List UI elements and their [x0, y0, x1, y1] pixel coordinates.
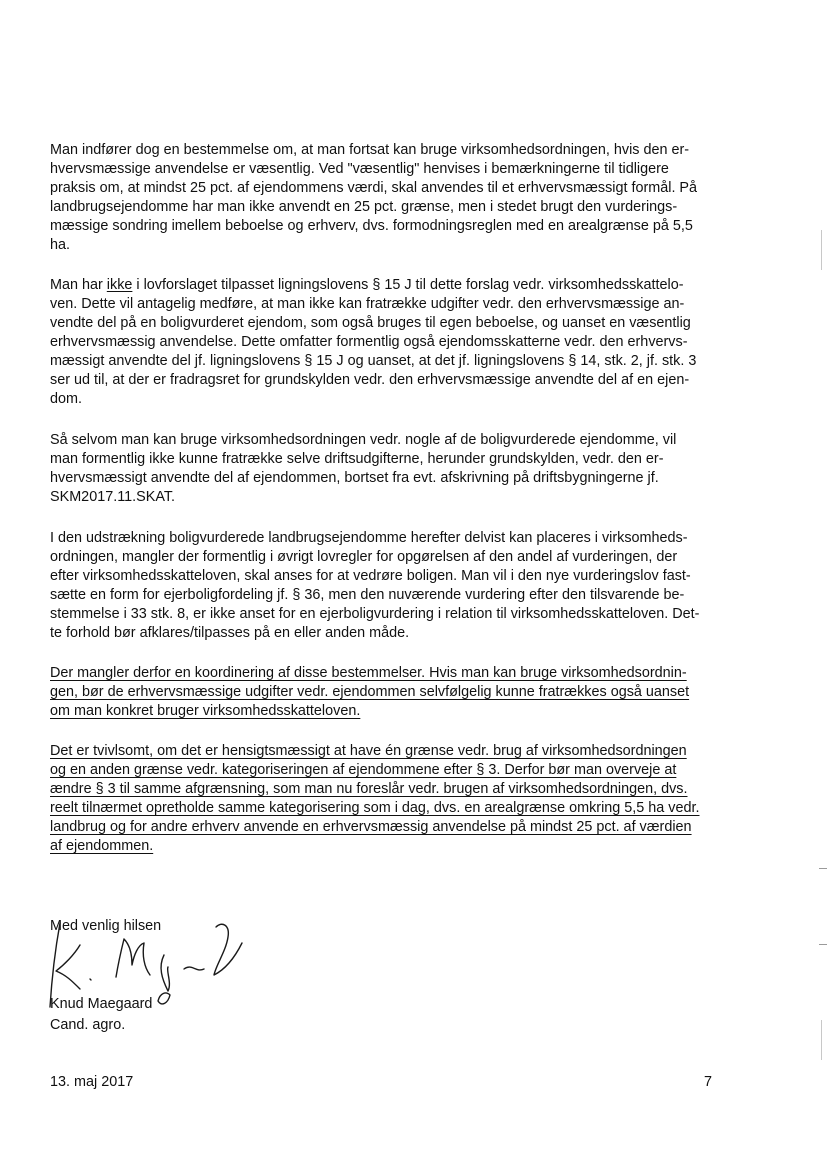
emphasis-ikke: ikke [106, 277, 133, 293]
text-line: sætte en form for ejerboligfordeling jf. § 36, men den nuværende vurdering efter den tilsvarende be- [50, 587, 685, 603]
text-line: reelt tilnærmet opretholde samme kategorisering som i dag, dvs. en arealgrænse omkring 5,5 ha vedr. [50, 800, 700, 816]
text-line: mæssige sondring imellem beboelse og erhverv, dvs. formodningsreglen med en arealgrænse på 5,5 [50, 218, 693, 234]
text-line: man formentlig ikke kunne fratrække selve driftsudgifterne, herunder grundskylden, vedr. den er- [50, 451, 664, 467]
text-line: Det er tvivlsomt, om det er hensigtsmæssigt at have én grænse vedr. brug af virksomhedsordningen [50, 743, 687, 759]
text-line: Så selvom man kan bruge virksomhedsordningen vedr. nogle af de boligvurderede ejendomme, vil [50, 432, 677, 448]
text-fragment: Man har [50, 277, 107, 293]
text-line: ordningen, mangler der formentlig i øvrigt lovregler for opgørelsen af den andel af vurderingen, der [50, 549, 678, 565]
paragraph-ejerboligfordeling [50, 529, 740, 643]
text-line: hvervsmæssige anvendelse er væsentlig. Ved "væsentlig" henvises i bemærkningerne til tidligere [50, 161, 669, 177]
text-line: efter virksomhedsskatteloven, skal anses for at vedrøre boligen. Man vil i den nye vurderingslov fast- [50, 568, 691, 584]
text-fragment: i lovforslaget tilpasset ligningslovens § 15 J til dette forslag vedr. virksomhedsskattelo- [132, 277, 684, 293]
page-number: 7 [704, 1074, 713, 1090]
text-line: te forhold bør afklares/tilpasses på en eller anden måde. [50, 625, 410, 641]
text-line: SKM2017.11.SKAT. [50, 489, 176, 505]
text-line: Man indfører dog en bestemmelse om, at man fortsat kan bruge virksomhedsordningen, hvis den er- [50, 142, 690, 158]
text-line: dom. [50, 391, 82, 407]
text-line: landbrugsejendomme har man ikke anvendt en 25 pct. grænse, men i stedet brugt den vurderings- [50, 199, 678, 215]
text-line [50, 276, 740, 295]
scan-edge-mark [821, 1020, 822, 1060]
text-line: I den udstrækning boligvurderede landbrugsejendomme herefter delvist kan placeres i virksomheds- [50, 530, 688, 546]
text-line: ha. [50, 237, 71, 253]
text-line: landbrug og for andre erhverv anvende en erhvervsmæssig anvendelse på mindst 25 pct. af værdien [50, 819, 692, 835]
text-line: praksis om, at mindst 25 pct. af ejendommens værdi, skal anvendes til et erhvervsmæssigt formål. På [50, 180, 698, 196]
text-line: af ejendommen. [50, 838, 154, 854]
paragraph-graense-forslag [50, 742, 740, 856]
text-line: Der mangler derfor en koordinering af disse bestemmelser. Hvis man kan bruge virksomhedsordnin- [50, 665, 687, 681]
scan-edge-mark [819, 868, 827, 869]
text-line: om man konkret bruger virksomhedsskatteloven. [50, 703, 361, 719]
footer-date: 13. maj 2017 [50, 1074, 134, 1090]
text-line: ven. Dette vil antagelig medføre, at man ikke kan fratrække udgifter vedr. den erhvervsmæssige an- [50, 296, 685, 312]
text-line: gen, bør de erhvervsmæssige udgifter vedr. ejendommen selvfølgelig kunne fratrækkes også uanset [50, 684, 690, 700]
text-line: vendte del på en boligvurderet ejendom, som også bruges til egen beboelse, og uanset en væsentlig [50, 315, 691, 331]
text-line: og en anden grænse vedr. kategoriseringen af ejendommene efter § 3. Derfor bør man overveje at [50, 762, 677, 778]
text-line: ændre § 3 til samme afgrænsning, som man nu foreslår vedr. brugen af virksomhedsordningen, dvs. [50, 781, 688, 797]
text-line: erhvervsmæssig anvendelse. Dette omfatter formentlig også ejendomsskatterne vedr. den erhvervs- [50, 334, 688, 350]
text-line: stemmelse i 33 stk. 8, er ikke anset for en ejerboligvurdering i relation til virksomhedsskatteloven. Det- [50, 606, 700, 622]
scan-edge-mark [821, 230, 822, 270]
paragraph-business-use-rule [50, 141, 740, 255]
text-line: ser ud til, at der er fradragsret for grundskylden vedr. den erhvervsmæssige anvendte del af en ejen- [50, 372, 690, 388]
closing-greeting: Med venlig hilsen [50, 918, 162, 934]
text-line: mæssigt anvendte del jf. ligningslovens § 15 J og uanset, at det jf. ligningslovens § 14, stk. 2, jf. stk. 3 [50, 353, 697, 369]
signatory-name: Knud Maegaard [50, 996, 153, 1012]
paragraph-koordinering [50, 664, 740, 721]
scan-edge-mark [819, 944, 827, 945]
paragraph-driftsudgifter [50, 431, 740, 507]
signatory-title: Cand. agro. [50, 1017, 126, 1033]
paragraph-ligningsloven [50, 276, 740, 409]
text-line: hvervsmæssigt anvendte del af ejendommen, bortset fra evt. afskrivning på driftsbygningerne jf. [50, 470, 659, 486]
